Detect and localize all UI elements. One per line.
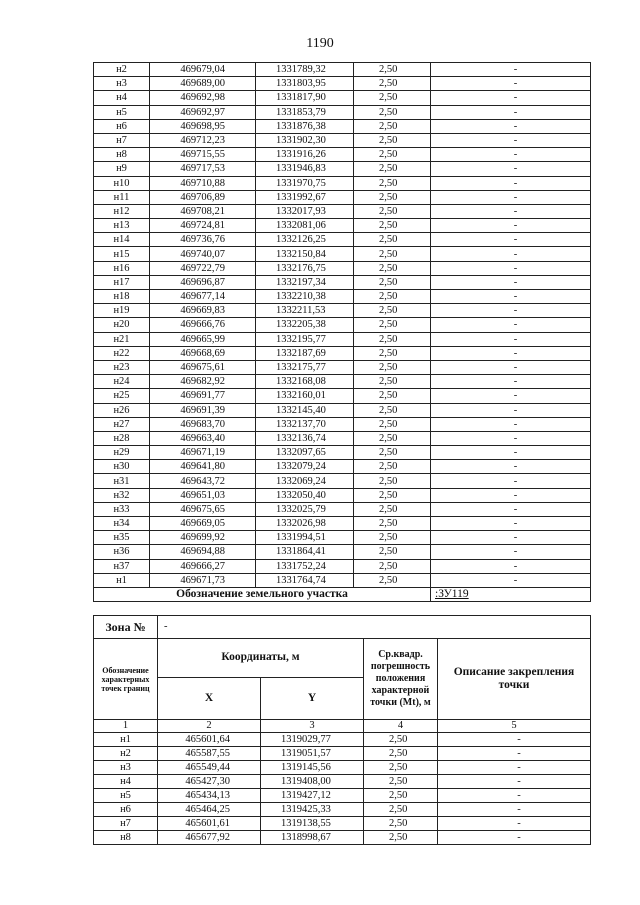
y-coordinate: 1332017,93 (256, 204, 354, 218)
description: - (431, 531, 591, 545)
point-id: н1 (94, 733, 158, 747)
description: - (431, 275, 591, 289)
accuracy: 2,50 (364, 803, 438, 817)
description: - (431, 573, 591, 587)
description: - (438, 733, 591, 747)
x-coordinate: 469691,77 (150, 389, 256, 403)
table-row (94, 219, 591, 233)
point-id: н33 (94, 502, 150, 516)
x-coordinate: 469669,83 (150, 304, 256, 318)
accuracy: 2,50 (364, 733, 438, 747)
x-coordinate: 469691,39 (150, 403, 256, 417)
table-row (94, 775, 591, 789)
description: - (431, 77, 591, 91)
description: - (431, 460, 591, 474)
table-row (94, 733, 591, 747)
accuracy: 2,50 (364, 747, 438, 761)
table-row (94, 446, 591, 460)
accuracy: 2,50 (354, 219, 431, 233)
accuracy: 2,50 (364, 775, 438, 789)
point-id: н24 (94, 375, 150, 389)
x-coordinate: 469679,04 (150, 63, 256, 77)
point-id: н26 (94, 403, 150, 417)
point-id: н3 (94, 77, 150, 91)
table-row (94, 261, 591, 275)
point-id: н4 (94, 91, 150, 105)
table-row (94, 559, 591, 573)
x-coordinate: 469724,81 (150, 219, 256, 233)
column-number-row (94, 720, 591, 733)
y-coordinate: 1332136,74 (256, 431, 354, 445)
y-coordinate: 1332210,38 (256, 290, 354, 304)
x-coordinate: 469710,88 (150, 176, 256, 190)
header-coords: Координаты, м (158, 639, 364, 678)
accuracy: 2,50 (354, 190, 431, 204)
point-id: н28 (94, 431, 150, 445)
y-coordinate: 1332205,38 (256, 318, 354, 332)
description: - (431, 219, 591, 233)
table-row (94, 403, 591, 417)
table-row (94, 360, 591, 374)
table-row (94, 133, 591, 147)
accuracy: 2,50 (354, 63, 431, 77)
x-coordinate: 469643,72 (150, 474, 256, 488)
y-coordinate: 1332168,08 (256, 375, 354, 389)
description: - (431, 261, 591, 275)
header-x: X (158, 677, 261, 719)
point-id: н2 (94, 63, 150, 77)
table-row (94, 290, 591, 304)
header-description: Описание закрепления точки (438, 639, 591, 720)
point-id: н2 (94, 747, 158, 761)
table-row (94, 389, 591, 403)
point-id: н29 (94, 446, 150, 460)
table-row (94, 573, 591, 587)
table-row (94, 77, 591, 91)
point-id: н23 (94, 360, 150, 374)
y-coordinate: 1332126,25 (256, 233, 354, 247)
description: - (431, 375, 591, 389)
accuracy: 2,50 (354, 148, 431, 162)
accuracy: 2,50 (354, 559, 431, 573)
x-coordinate: 469689,00 (150, 77, 256, 91)
x-coordinate: 469675,65 (150, 502, 256, 516)
y-coordinate: 1332079,24 (256, 460, 354, 474)
description: - (431, 545, 591, 559)
zone-row (94, 616, 591, 639)
point-id: н32 (94, 488, 150, 502)
x-coordinate: 469708,21 (150, 204, 256, 218)
x-coordinate: 469722,79 (150, 261, 256, 275)
header-point: Обозначение характерных точек границ (94, 639, 158, 720)
y-coordinate: 1332211,53 (256, 304, 354, 318)
accuracy: 2,50 (354, 261, 431, 275)
point-id: н5 (94, 105, 150, 119)
x-coordinate: 469696,87 (150, 275, 256, 289)
x-coordinate: 469651,03 (150, 488, 256, 502)
description: - (431, 389, 591, 403)
y-coordinate: 1332175,77 (256, 360, 354, 374)
point-id: н16 (94, 261, 150, 275)
y-coordinate: 1332097,65 (256, 446, 354, 460)
description: - (431, 233, 591, 247)
accuracy: 2,50 (354, 290, 431, 304)
header-row-1 (94, 639, 591, 678)
accuracy: 2,50 (354, 91, 431, 105)
y-coordinate: 1331853,79 (256, 105, 354, 119)
point-id: н11 (94, 190, 150, 204)
x-coordinate: 465464,25 (158, 803, 261, 817)
description: - (431, 559, 591, 573)
description: - (438, 789, 591, 803)
point-id: н13 (94, 219, 150, 233)
description: - (431, 304, 591, 318)
table-row (94, 91, 591, 105)
description: - (431, 119, 591, 133)
x-coordinate: 469671,73 (150, 573, 256, 587)
accuracy: 2,50 (354, 531, 431, 545)
description: - (431, 63, 591, 77)
x-coordinate: 465549,44 (158, 761, 261, 775)
y-coordinate: 1332150,84 (256, 247, 354, 261)
point-id: н19 (94, 304, 150, 318)
table-row (94, 474, 591, 488)
x-coordinate: 469669,05 (150, 517, 256, 531)
y-coordinate: 1331864,41 (256, 545, 354, 559)
table-row (94, 162, 591, 176)
accuracy: 2,50 (354, 517, 431, 531)
accuracy: 2,50 (354, 375, 431, 389)
table-row (94, 803, 591, 817)
table-row (94, 375, 591, 389)
table-row (94, 304, 591, 318)
table-row (94, 747, 591, 761)
parcel-value: :ЗУ119 (435, 588, 469, 601)
accuracy: 2,50 (354, 545, 431, 559)
y-coordinate: 1332176,75 (256, 261, 354, 275)
table-row (94, 460, 591, 474)
x-coordinate: 469665,99 (150, 332, 256, 346)
y-coordinate: 1331946,83 (256, 162, 354, 176)
y-coordinate: 1332050,40 (256, 488, 354, 502)
x-coordinate: 469694,88 (150, 545, 256, 559)
y-coordinate: 1331970,75 (256, 176, 354, 190)
table-row (94, 502, 591, 516)
accuracy: 2,50 (354, 502, 431, 516)
point-id: н6 (94, 803, 158, 817)
accuracy: 2,50 (354, 474, 431, 488)
y-coordinate: 1331817,90 (256, 91, 354, 105)
table-row (94, 417, 591, 431)
description: - (431, 162, 591, 176)
point-id: н21 (94, 332, 150, 346)
accuracy: 2,50 (354, 247, 431, 261)
accuracy: 2,50 (354, 573, 431, 587)
y-coordinate: 1318998,67 (261, 831, 364, 845)
zone-value: - (158, 616, 591, 639)
y-coordinate: 1331916,26 (256, 148, 354, 162)
description: - (431, 176, 591, 190)
x-coordinate: 469682,92 (150, 375, 256, 389)
x-coordinate: 469671,19 (150, 446, 256, 460)
point-id: н15 (94, 247, 150, 261)
point-id: н4 (94, 775, 158, 789)
point-id: н8 (94, 148, 150, 162)
parcel-value-cell (431, 587, 591, 601)
description: - (431, 431, 591, 445)
table-row (94, 119, 591, 133)
description: - (431, 133, 591, 147)
description: - (431, 148, 591, 162)
x-coordinate: 469698,95 (150, 119, 256, 133)
y-coordinate: 1331764,74 (256, 573, 354, 587)
accuracy: 2,50 (354, 346, 431, 360)
y-coordinate: 1331902,30 (256, 133, 354, 147)
point-id: н35 (94, 531, 150, 545)
x-coordinate: 465434,13 (158, 789, 261, 803)
table-row (94, 531, 591, 545)
table-row (94, 817, 591, 831)
x-coordinate: 469699,92 (150, 531, 256, 545)
y-coordinate: 1332187,69 (256, 346, 354, 360)
point-id: н37 (94, 559, 150, 573)
y-coordinate: 1331994,51 (256, 531, 354, 545)
description: - (438, 747, 591, 761)
x-coordinate: 469677,14 (150, 290, 256, 304)
y-coordinate: 1332069,24 (256, 474, 354, 488)
point-id: н10 (94, 176, 150, 190)
column-number: 3 (261, 720, 364, 733)
table-row (94, 761, 591, 775)
accuracy: 2,50 (354, 360, 431, 374)
description: - (431, 105, 591, 119)
point-id: н36 (94, 545, 150, 559)
description: - (431, 488, 591, 502)
point-id: н25 (94, 389, 150, 403)
x-coordinate: 469740,07 (150, 247, 256, 261)
accuracy: 2,50 (364, 761, 438, 775)
accuracy: 2,50 (364, 831, 438, 845)
accuracy: 2,50 (354, 488, 431, 502)
description: - (438, 775, 591, 789)
x-coordinate: 469717,53 (150, 162, 256, 176)
column-number: 5 (438, 720, 591, 733)
accuracy: 2,50 (354, 446, 431, 460)
accuracy: 2,50 (354, 403, 431, 417)
table-row (94, 148, 591, 162)
accuracy: 2,50 (354, 162, 431, 176)
x-coordinate: 469683,70 (150, 417, 256, 431)
table-row (94, 204, 591, 218)
accuracy: 2,50 (354, 176, 431, 190)
x-coordinate: 465587,55 (158, 747, 261, 761)
table-row (94, 517, 591, 531)
header-y: Y (261, 677, 364, 719)
y-coordinate: 1319029,77 (261, 733, 364, 747)
point-id: н31 (94, 474, 150, 488)
y-coordinate: 1319408,00 (261, 775, 364, 789)
point-id: н8 (94, 831, 158, 845)
y-coordinate: 1319425,33 (261, 803, 364, 817)
accuracy: 2,50 (354, 105, 431, 119)
y-coordinate: 1319427,12 (261, 789, 364, 803)
column-number: 1 (94, 720, 158, 733)
point-id: н7 (94, 133, 150, 147)
y-coordinate: 1331752,24 (256, 559, 354, 573)
y-coordinate: 1331789,32 (256, 63, 354, 77)
x-coordinate: 469736,76 (150, 233, 256, 247)
zone-label: Зона № (94, 616, 158, 639)
accuracy: 2,50 (354, 133, 431, 147)
accuracy: 2,50 (354, 460, 431, 474)
accuracy: 2,50 (354, 204, 431, 218)
table-row (94, 831, 591, 845)
y-coordinate: 1331803,95 (256, 77, 354, 91)
y-coordinate: 1319145,56 (261, 761, 364, 775)
description: - (438, 817, 591, 831)
point-id: н20 (94, 318, 150, 332)
header-accuracy: Ср.квадр. погрешность положения характерной точки (Мt), м (364, 639, 438, 720)
point-id: н27 (94, 417, 150, 431)
description: - (431, 403, 591, 417)
x-coordinate: 469641,80 (150, 460, 256, 474)
description: - (431, 417, 591, 431)
table-row (94, 789, 591, 803)
table-row (94, 545, 591, 559)
accuracy: 2,50 (354, 233, 431, 247)
description: - (431, 332, 591, 346)
x-coordinate: 469692,98 (150, 91, 256, 105)
y-coordinate: 1332025,79 (256, 502, 354, 516)
y-coordinate: 1319051,57 (261, 747, 364, 761)
description: - (431, 318, 591, 332)
table-row (94, 431, 591, 445)
table-row (94, 233, 591, 247)
accuracy: 2,50 (354, 389, 431, 403)
coordinates-table (93, 615, 591, 845)
accuracy: 2,50 (354, 119, 431, 133)
table-row (94, 190, 591, 204)
x-coordinate: 469666,27 (150, 559, 256, 573)
point-id: н34 (94, 517, 150, 531)
table-row (94, 318, 591, 332)
y-coordinate: 1332195,77 (256, 332, 354, 346)
parcel-row (94, 587, 591, 601)
point-id: н12 (94, 204, 150, 218)
x-coordinate: 465427,30 (158, 775, 261, 789)
point-id: н18 (94, 290, 150, 304)
description: - (431, 290, 591, 304)
point-id: н1 (94, 573, 150, 587)
description: - (438, 761, 591, 775)
accuracy: 2,50 (354, 77, 431, 91)
description: - (438, 831, 591, 845)
description: - (431, 247, 591, 261)
description: - (431, 91, 591, 105)
x-coordinate: 469675,61 (150, 360, 256, 374)
point-id: н14 (94, 233, 150, 247)
table-row (94, 346, 591, 360)
table-row (94, 275, 591, 289)
description: - (431, 502, 591, 516)
point-id: н9 (94, 162, 150, 176)
y-coordinate: 1331876,38 (256, 119, 354, 133)
column-number: 2 (158, 720, 261, 733)
accuracy: 2,50 (354, 431, 431, 445)
accuracy: 2,50 (364, 817, 438, 831)
description: - (438, 803, 591, 817)
x-coordinate: 469668,69 (150, 346, 256, 360)
point-id: н5 (94, 789, 158, 803)
description: - (431, 360, 591, 374)
description: - (431, 474, 591, 488)
accuracy: 2,50 (354, 332, 431, 346)
description: - (431, 190, 591, 204)
table-row (94, 332, 591, 346)
point-id: н30 (94, 460, 150, 474)
point-id: н17 (94, 275, 150, 289)
table-row (94, 247, 591, 261)
description: - (431, 346, 591, 360)
y-coordinate: 1332137,70 (256, 417, 354, 431)
page-number: 1190 (306, 36, 334, 51)
description: - (431, 446, 591, 460)
x-coordinate: 469715,55 (150, 148, 256, 162)
description: - (431, 517, 591, 531)
table-row (94, 488, 591, 502)
x-coordinate: 465677,92 (158, 831, 261, 845)
x-coordinate: 469712,23 (150, 133, 256, 147)
y-coordinate: 1332145,40 (256, 403, 354, 417)
accuracy: 2,50 (364, 789, 438, 803)
y-coordinate: 1331992,67 (256, 190, 354, 204)
y-coordinate: 1332026,98 (256, 517, 354, 531)
accuracy: 2,50 (354, 304, 431, 318)
x-coordinate: 465601,64 (158, 733, 261, 747)
x-coordinate: 469666,76 (150, 318, 256, 332)
point-id: н22 (94, 346, 150, 360)
parcel-label: Обозначение земельного участка (94, 587, 431, 601)
coordinates-table-continued (93, 62, 591, 602)
accuracy: 2,50 (354, 275, 431, 289)
point-id: н3 (94, 761, 158, 775)
x-coordinate: 465601,61 (158, 817, 261, 831)
y-coordinate: 1332081,06 (256, 219, 354, 233)
column-number: 4 (364, 720, 438, 733)
table-row (94, 63, 591, 77)
y-coordinate: 1332160,01 (256, 389, 354, 403)
description: - (431, 204, 591, 218)
table-row (94, 176, 591, 190)
y-coordinate: 1332197,34 (256, 275, 354, 289)
x-coordinate: 469706,89 (150, 190, 256, 204)
table-row (94, 105, 591, 119)
point-id: н6 (94, 119, 150, 133)
point-id: н7 (94, 817, 158, 831)
x-coordinate: 469663,40 (150, 431, 256, 445)
y-coordinate: 1319138,55 (261, 817, 364, 831)
accuracy: 2,50 (354, 417, 431, 431)
accuracy: 2,50 (354, 318, 431, 332)
x-coordinate: 469692,97 (150, 105, 256, 119)
